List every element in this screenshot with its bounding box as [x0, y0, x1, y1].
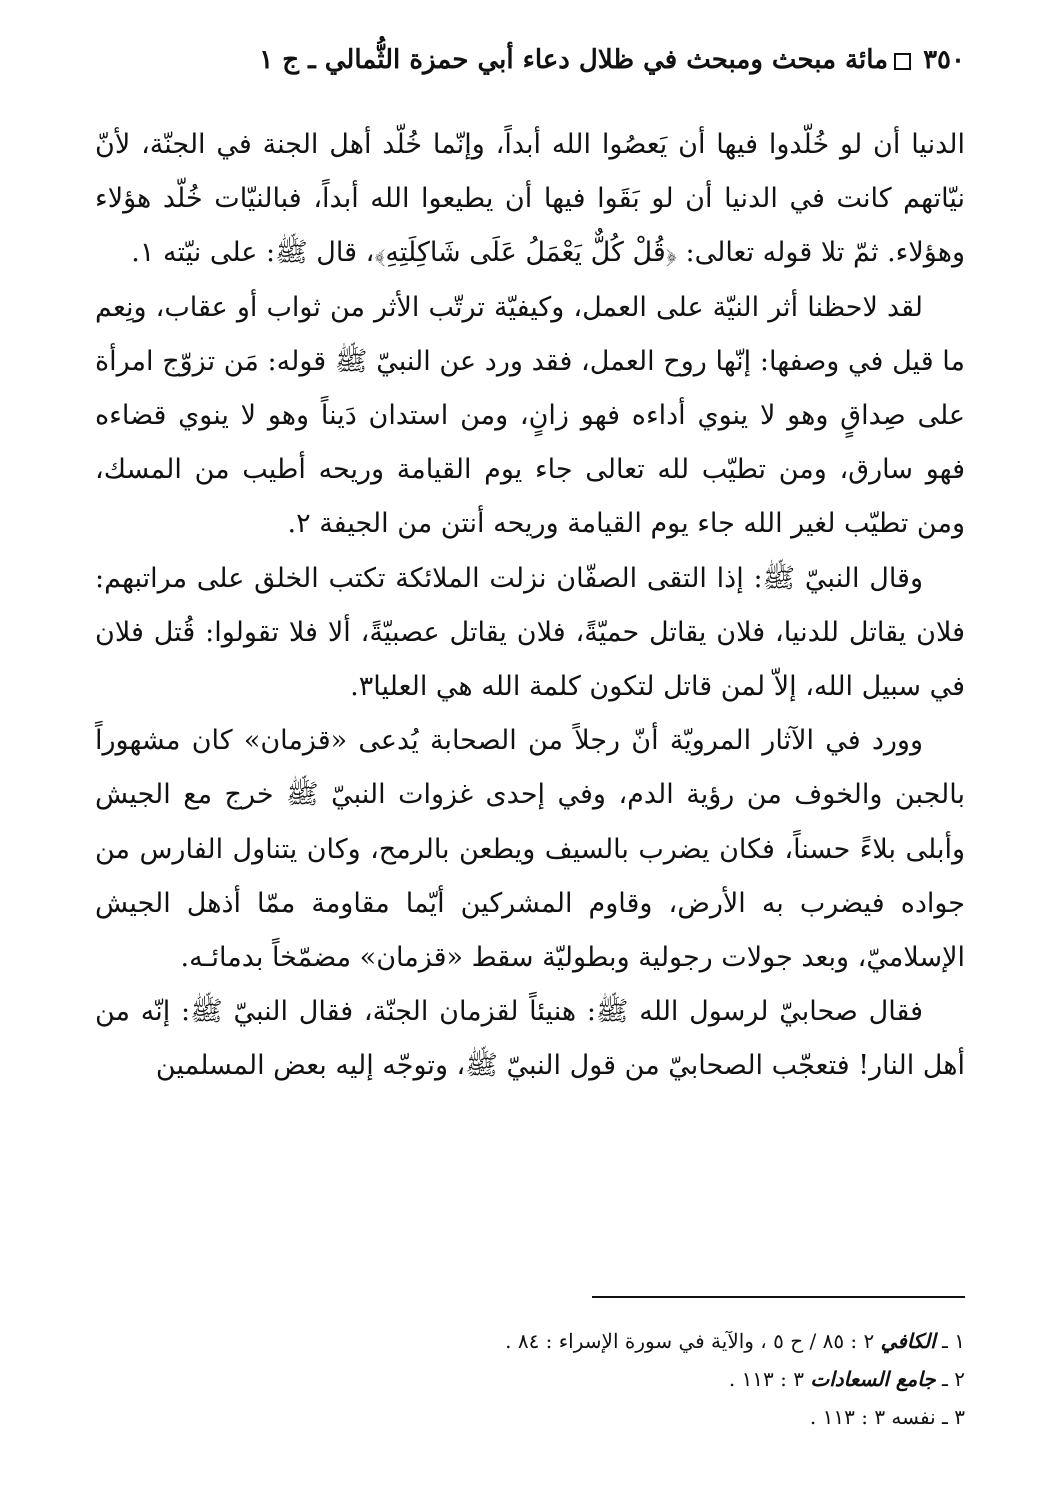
footnote-source: جامع السعادات [810, 1367, 936, 1391]
running-header [96, 40, 965, 80]
footnote [95, 1360, 965, 1398]
body-text [95, 118, 965, 1094]
footnote-number: ١ ـ [942, 1329, 965, 1353]
footnote [95, 1398, 965, 1436]
footnote-number: ٢ ـ [942, 1367, 965, 1391]
footnote-text: نفسه ٣ : ١١٣ . [809, 1405, 943, 1429]
book-title: مائة مبحث ومبحث في ظلال دعاء أبي حمزة الثُّمالي ـ ج ١ [259, 45, 889, 75]
paragraph: لقد لاحظنا أثر النيّة على العمل، وكيفيّة ترتّب الأثر من ثواب أو عقاب، ونِعم ما قيل في وصفها: إنّها روح العمل، فقد ورد عن النبيّ ﷺ قوله: مَن تزوّج امرأة على صِداقٍ وهو لا ينوي أداءه فهو زانٍ، ومن استدان دَيناً وهو لا ينوي قضاءه فهو سارق، ومن تطيّب لله تعالى جاء يوم القيامة وريحه أطيب من المسك، ومن تطيّب لغير الله جاء يوم القيامة وريحه أنتن من الجيفة ٢. [95, 291, 965, 540]
footnote [95, 1322, 965, 1360]
footnotes [95, 1322, 965, 1436]
square-ornament-icon [894, 53, 911, 70]
footnote-separator [592, 1296, 965, 1298]
footnote-source: الكافي [880, 1329, 936, 1353]
paragraph: وورد في الآثار المرويّة أنّ رجلاً من الصحابة يُدعى «قزمان» كان مشهوراً بالجبن والخوف من رؤية الدم، وفي إحدى غزوات النبيّ ﷺ خرج مع الجيش وأبلى بلاءً حسناً، فكان يضرب بالسيف ويطعن بالرمح، وكان يتناول الفارس من جواده فيضرب به الأرض، وقاوم المشركين أيّما مقاومة ممّا أذهل الجيش الإسلاميّ، وبعد جولات رجولية وبطوليّة سقط «قزمان» مضمّخاً بدمائـه. [95, 725, 965, 974]
paragraph: فقال صحابيّ لرسول الله ﷺ: هنيئاً لقزمان الجنّة، فقال النبيّ ﷺ: إنّه من أهل النار! فتعجّب الصحابيّ من قول النبيّ ﷺ، وتوجّه إليه بعض المسلمين [95, 996, 965, 1082]
footnote-text: ٣ : ١١٣ . [728, 1367, 811, 1391]
footnote-number: ٣ ـ [942, 1405, 965, 1429]
footnote-text: ٢ : ٨٥ / ح ٥ ، والآية في سورة الإسراء : ٨٤ . [505, 1329, 881, 1353]
paragraph: الدنيا أن لو خُلّدوا فيها أن يَعصُوا الله أبداً، وإنّما خُلّد أهل الجنة في الجنّة، لأنّ نيّاتهم كانت في الدنيا أن لو بَقَوا فيها أن يطيعوا الله أبداً، فبالنيّات خُلّد هؤلاء وهؤلاء. ثمّ تلا قوله تعالى: ﴿قُلْ كُلٌّ يَعْمَلُ عَلَى شَاكِلَتِهِ﴾، قال ﷺ: على نيّته ١. [95, 129, 965, 269]
page-number: ٣٥٠ [923, 45, 965, 75]
paragraph: وقال النبيّ ﷺ: إذا التقى الصفّان نزلت الملائكة تكتب الخلق على مراتبهم: فلان يقاتل للدنيا، فلان يقاتل حميّةً، فلان يقاتل عصبيّةً، ألا فلا تقولوا: قُتل فلان في سبيل الله، إلاّ لمن قاتل لتكون كلمة الله هي العليا٣. [95, 562, 965, 703]
